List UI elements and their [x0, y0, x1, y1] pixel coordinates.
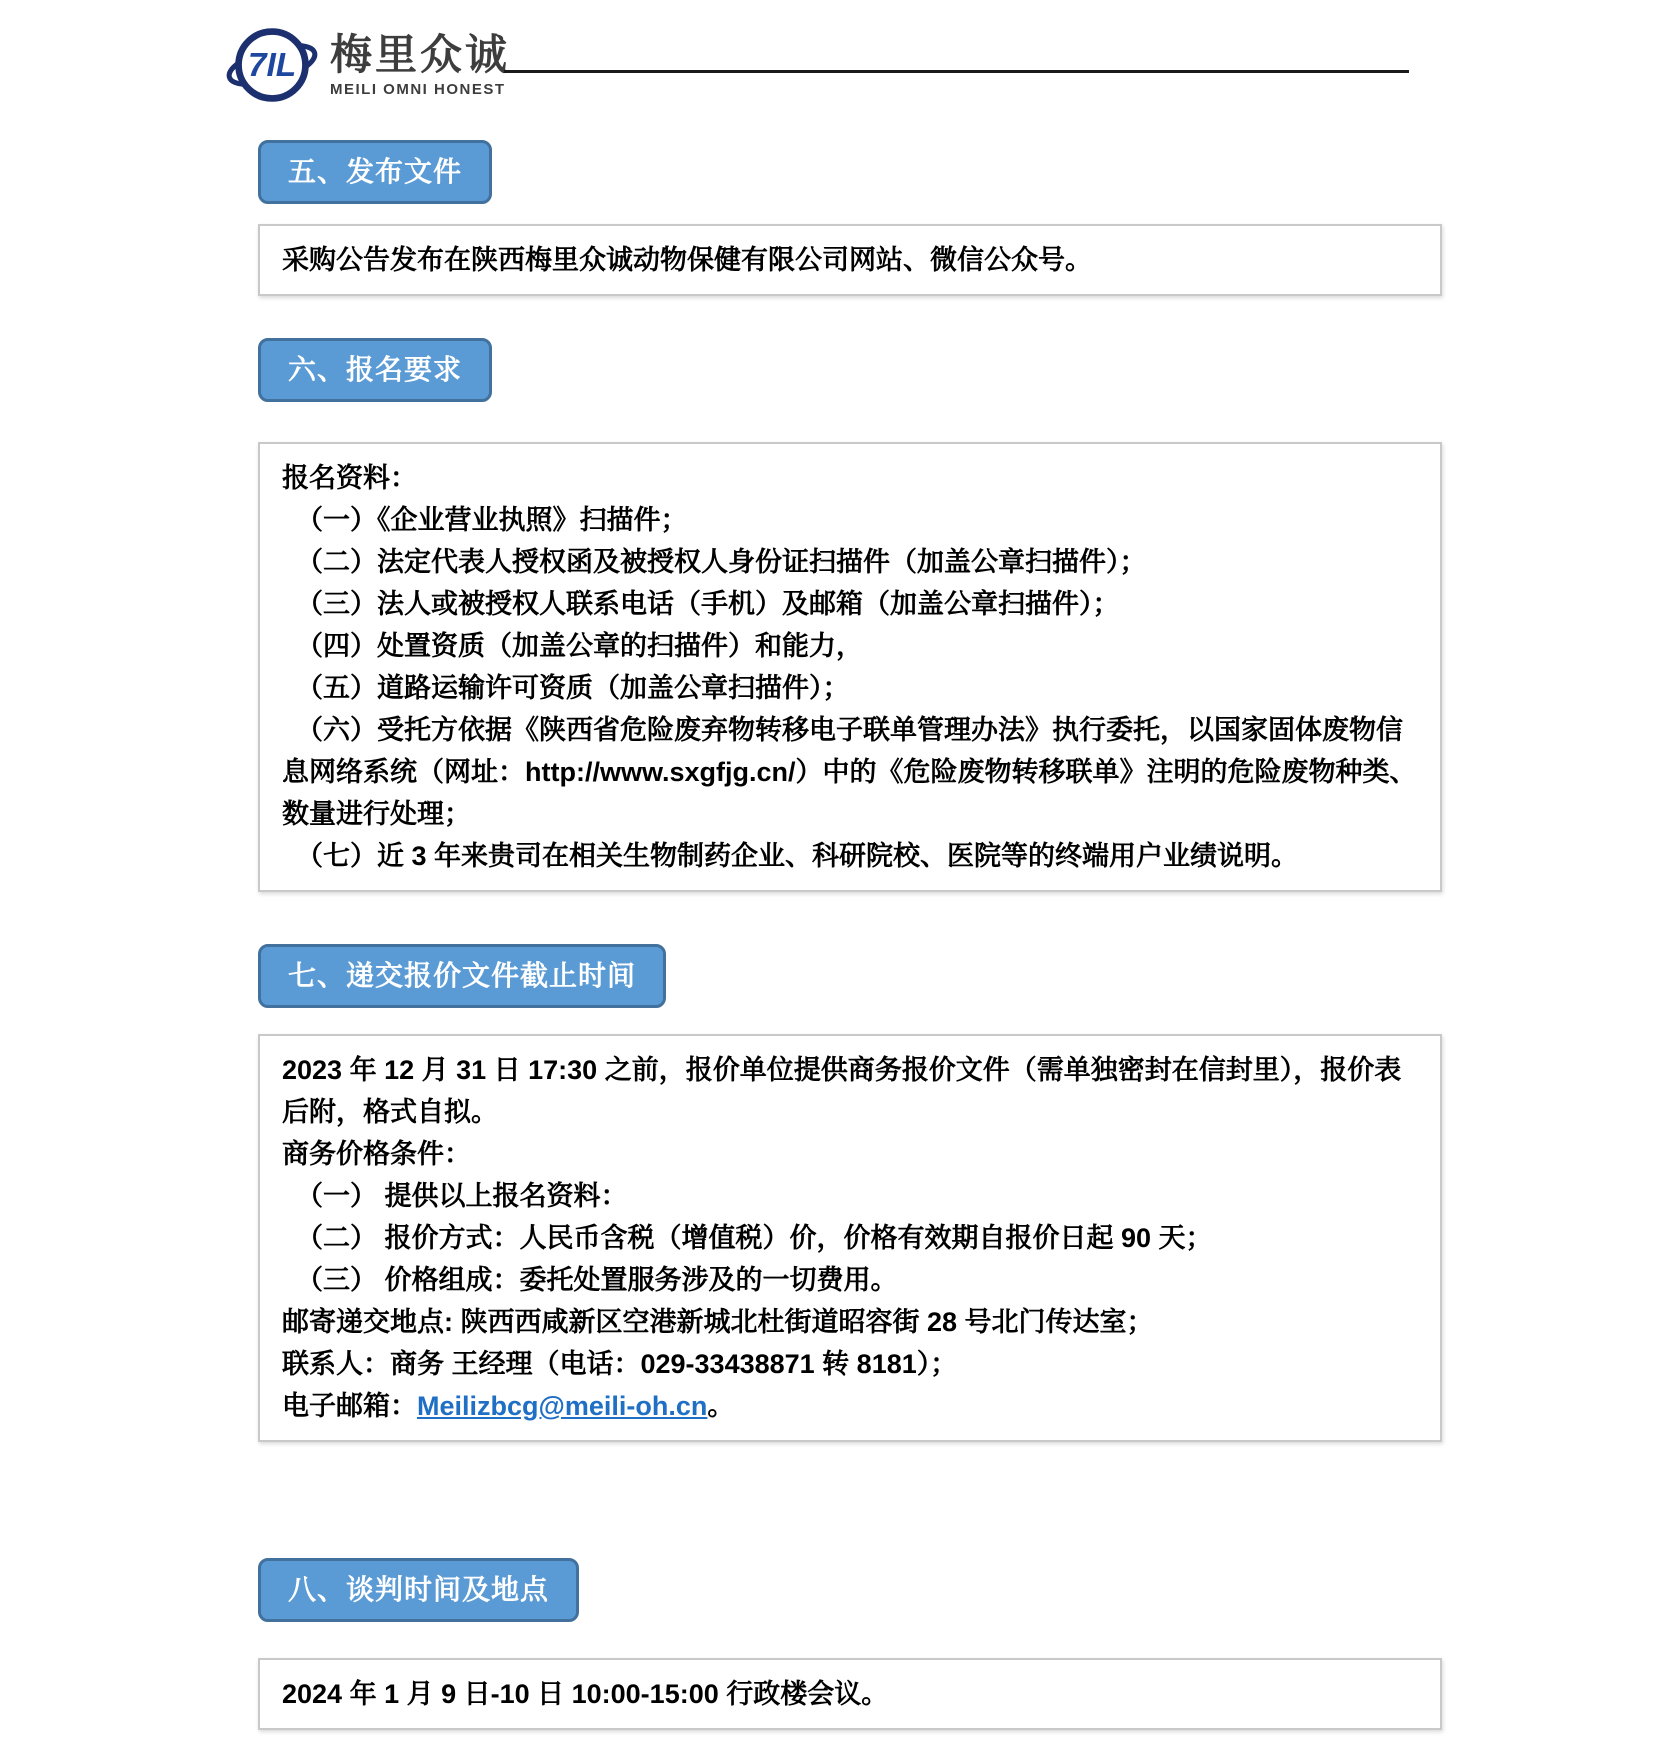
list-item: （四）处置资质（加盖公章的扫描件）和能力， — [296, 631, 863, 661]
list-item: （二） 报价方式：人民币含税（增值税）价，价格有效期自报价日起 90 天； — [296, 1223, 1213, 1253]
section-header-registration-requirements: 六、报名要求 — [258, 338, 492, 402]
paragraph: 2023 年 12 月 31 日 17:30 之前，报价单位提供商务报价文件（需单独密封在信封里），报价表后附，格式自拟。 — [282, 1055, 1402, 1127]
logo-globe-icon — [226, 22, 318, 108]
section-box-negotiation-time-place — [258, 1658, 1442, 1730]
list-item: （七）近 3 年来贵司在相关生物制药企业、科研院校、医院等的终端用户业绩说明。 — [296, 841, 1299, 871]
paragraph: 采购公告发布在陕西梅里众诚动物保健有限公司网站、微信公众号。 — [282, 245, 1092, 275]
company-name-cn: 梅里众诚 — [330, 31, 511, 79]
company-name-en: MEILI OMNI HONEST — [330, 80, 506, 98]
section-negotiation-time-place — [258, 1558, 1442, 1730]
section-header-publish-documents: 五、发布文件 — [258, 140, 492, 204]
paragraph: 2024 年 1 月 9 日-10 日 10:00-15:00 行政楼会议。 — [282, 1679, 889, 1709]
logo-text — [330, 32, 510, 97]
list-item: （三） 价格组成：委托处置服务涉及的一切费用。 — [296, 1265, 898, 1295]
section-header-quotation-deadline: 七、递交报价文件截止时间 — [258, 944, 666, 1008]
list-item: （六）受托方依据《陕西省危险废弃物转移电子联单管理办法》执行委托，以国家固体废物信息网络系统（网址：http://www.sxgfjg.cn/）中的《危险废物转移联单》注明的危险废物种类、数量进行处理； — [282, 715, 1417, 829]
list-item: （一） 提供以上报名资料： — [296, 1181, 628, 1211]
section-publish-documents — [258, 140, 1442, 296]
list-item: （五）道路运输许可资质（加盖公章扫描件）； — [296, 673, 850, 703]
logo-monogram: 7IL — [247, 46, 297, 84]
section-box-registration-requirements — [258, 442, 1442, 892]
section-box-publish-documents — [258, 224, 1442, 296]
section-box-quotation-deadline — [258, 1034, 1442, 1442]
email-line — [282, 1385, 1418, 1427]
section-registration-requirements — [258, 338, 1442, 892]
list-item: （一）《企业营业执照》扫描件； — [296, 505, 688, 535]
section-quotation-deadline — [258, 944, 1442, 1442]
mailing-address-line: 邮寄递交地点: 陕西西咸新区空港新城北杜街道昭容街 28 号北门传达室； — [282, 1307, 1154, 1337]
paragraph: 报名资料： — [282, 463, 417, 493]
paragraph: 商务价格条件： — [282, 1139, 471, 1169]
company-logo — [226, 22, 510, 108]
header-rule — [504, 70, 1409, 73]
email-label: 电子邮箱： — [282, 1391, 417, 1421]
list-item: （二）法定代表人授权函及被授权人身份证扫描件（加盖公章扫描件）； — [296, 547, 1147, 577]
section-header-negotiation-time-place: 八、谈判时间及地点 — [258, 1558, 579, 1622]
list-item: （三）法人或被授权人联系电话（手机）及邮箱（加盖公章扫描件）； — [296, 589, 1120, 619]
page-header — [0, 0, 1653, 140]
email-link[interactable]: Meilizbcg@meili-oh.cn — [417, 1391, 708, 1421]
document-content — [258, 140, 1442, 1730]
email-suffix: 。 — [707, 1391, 735, 1421]
contact-person-line: 联系人：商务 王经理（电话：029-33438871 转 8181）； — [282, 1349, 958, 1379]
